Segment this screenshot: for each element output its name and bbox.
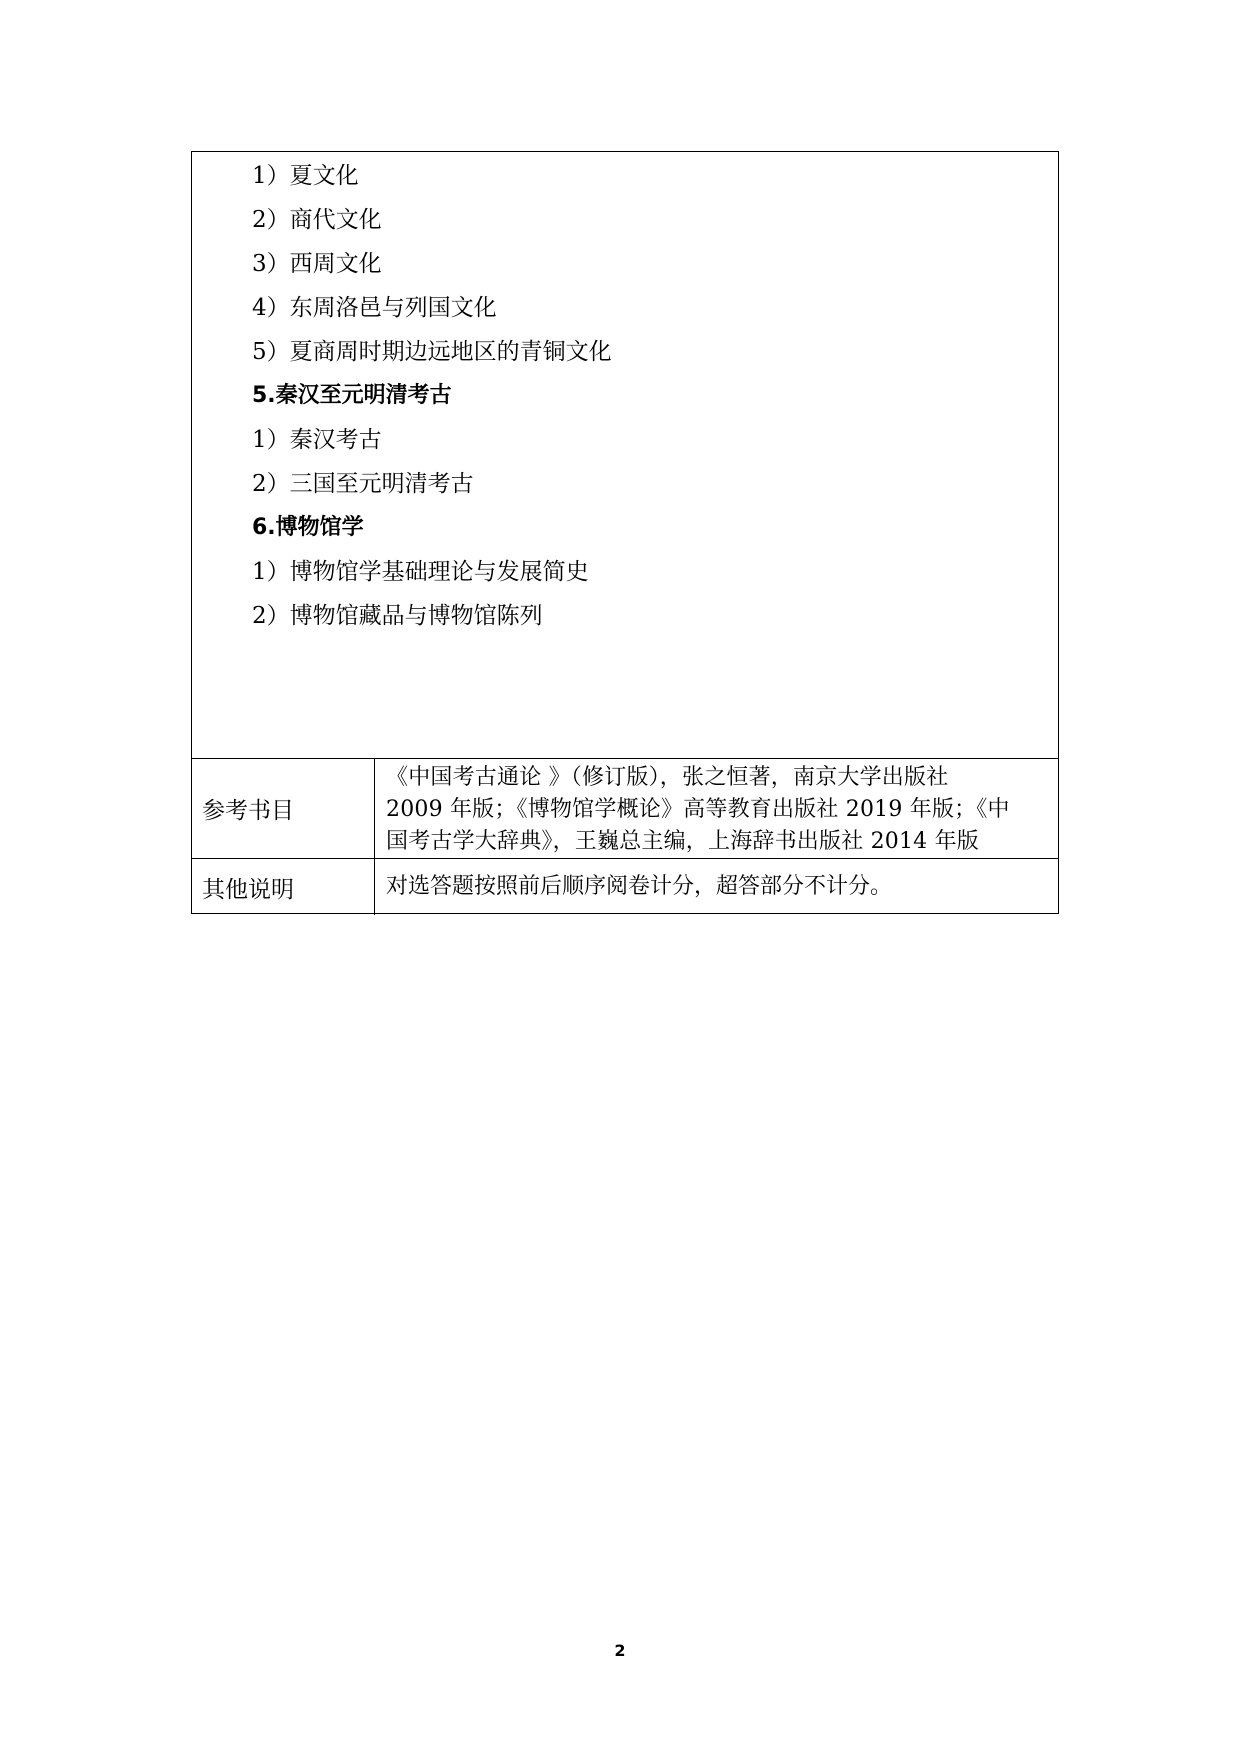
outline-item: 2）商代文化 (252, 207, 382, 233)
outline-item: 1）秦汉考古 (252, 427, 382, 453)
page-number: 2 (614, 1641, 626, 1660)
outline-item: 4）东周洛邑与列国文化 (252, 295, 497, 321)
other-notes-value: 对选答题按照前后顺序阅卷计分，超答部分不计分。 (386, 874, 893, 899)
outline-item: 3）西周文化 (252, 251, 382, 277)
outline-item: 2）三国至元明清考古 (252, 471, 474, 497)
references-row (192, 759, 1058, 859)
other-notes-label: 其他说明 (192, 859, 375, 915)
outline-item: 2）博物馆藏品与博物馆陈列 (252, 603, 543, 629)
reference-line: 2009 年版；《博物馆学概论》高等教育出版社 2019 年版；《中 (386, 797, 1010, 822)
reference-line: 《中国考古通论 》（修订版），张之恒著，南京大学出版社 (386, 765, 949, 790)
outline-section-heading: 5.秦汉至元明清考古 (252, 383, 452, 408)
outline-content (192, 152, 1058, 759)
reference-line: 国考古学大辞典》，王巍总主编，上海辞书出版社 2014 年版 (386, 829, 979, 854)
syllabus-table (191, 151, 1059, 914)
outline-section-heading: 6.博物馆学 (252, 515, 364, 540)
outline-item: 1）博物馆学基础理论与发展简史 (252, 559, 589, 585)
outline-item: 1）夏文化 (252, 163, 359, 189)
outline-item: 5）夏商周时期边远地区的青铜文化 (252, 339, 612, 365)
references-value (375, 759, 1058, 858)
references-label: 参考书目 (192, 759, 375, 858)
other-notes-row (192, 859, 1058, 915)
